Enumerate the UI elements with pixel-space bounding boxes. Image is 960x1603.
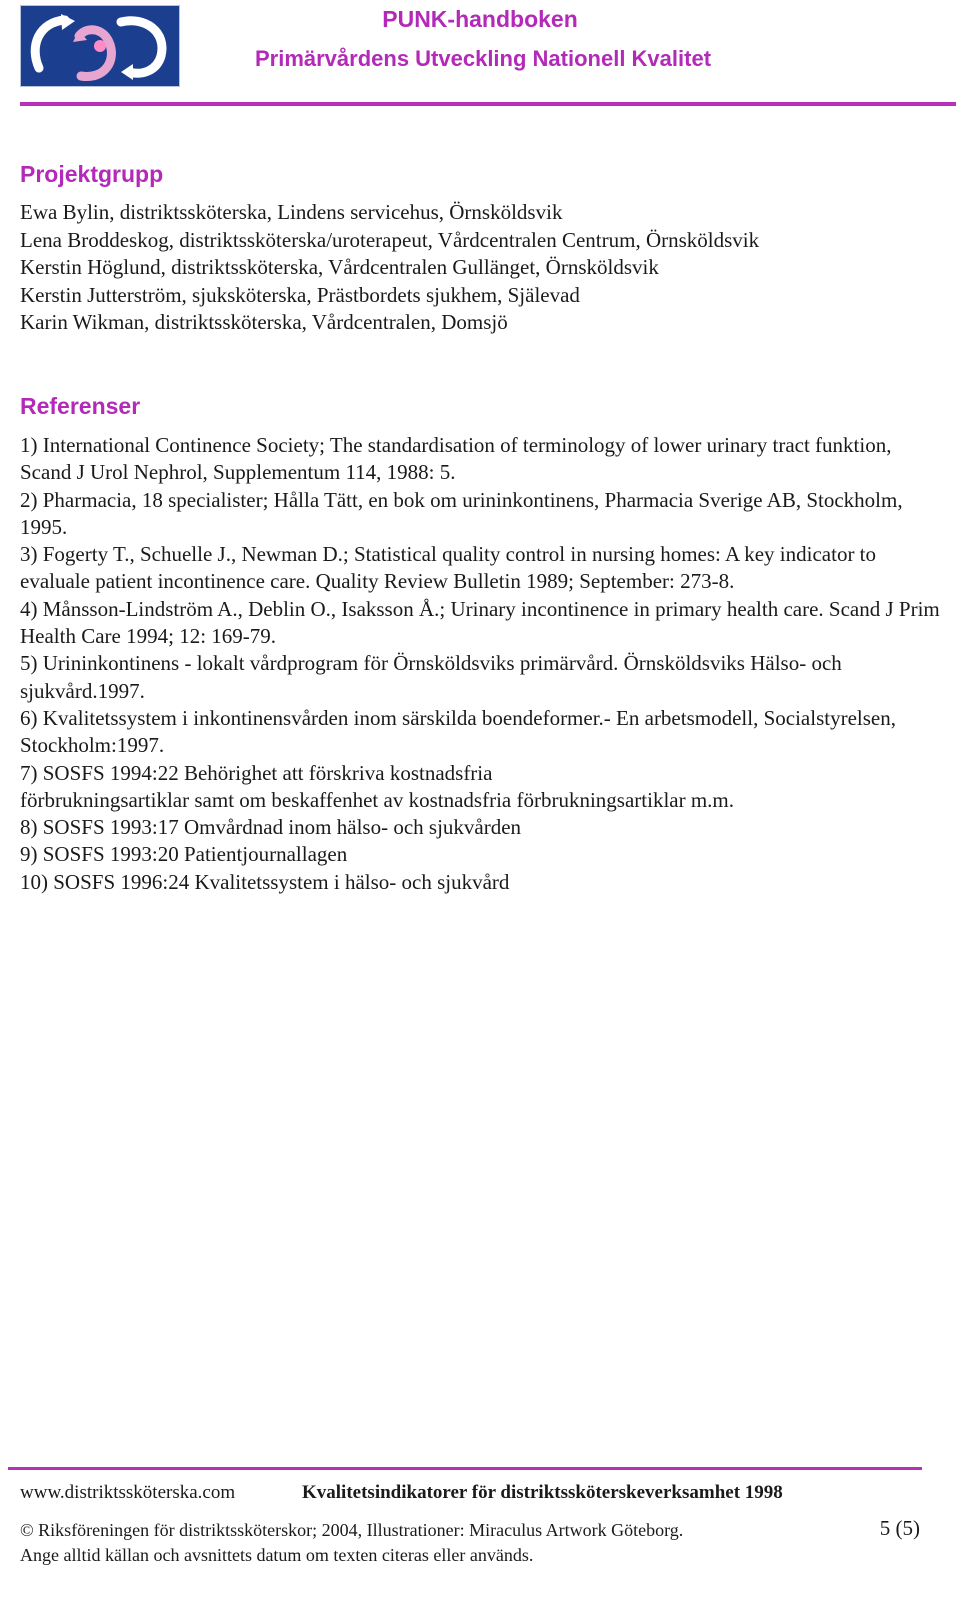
- project-member: Kerstin Höglund, distriktssköterska, Vårdcentralen Gullänget, Örnsköldsvik: [20, 255, 659, 279]
- footer-website-link[interactable]: www.distriktssköterska.com: [20, 1482, 236, 1503]
- footer-divider: [8, 1467, 922, 1470]
- reference-item: 2) Pharmacia, 18 specialister; Hålla Tätt, en bok om urininkontinens, Pharmacia Sverige AB, Stockholm, 1995.: [20, 487, 903, 539]
- page-number: 5 (5): [879, 1516, 920, 1540]
- reference-item: 9) SOSFS 1993:20 Patientjournallagen: [20, 842, 348, 867]
- project-member: Lena Broddeskog, distriktssköterska/uroterapeut, Vårdcentralen Centrum, Örnsköldsvik: [20, 227, 760, 252]
- punk-logo-icon: [20, 5, 180, 87]
- reference-item: 6) Kvalitetssystem i inkontinensvården inom särskilda boendeformer.- En arbetsmodell, Socialstyrelsen, Stockholm:1997.: [20, 705, 896, 758]
- reference-item: 4) Månsson-Lindström A., Deblin O., Isaksson Å.; Urinary incontinence in primary health care. Scand J Prim Health Care 1994; 12: 169-79.: [20, 596, 940, 649]
- reference-item: 10) SOSFS 1996:24 Kvalitetssystem i hälso- och sjukvård: [20, 869, 510, 894]
- project-member: Kerstin Jutterström, sjuksköterska, Prästbordets sjukhem, Själevad: [20, 282, 580, 307]
- reference-item: 7) SOSFS 1994:22 Behörighet att förskriva kostnadsfria: [20, 760, 493, 785]
- referenser-heading: Referenser: [20, 393, 141, 419]
- reference-item: 5) Urininkontinens - lokalt vårdprogram för Örnsköldsviks primärvård. Örnsköldsviks Hälso- och sjukvård.1997.: [20, 651, 842, 703]
- reference-item: 3) Fogerty T., Schuelle J., Newman D.; Statistical quality control in nursing homes: A key indicator to evaluale patient incontinence care. Quality Review Bulletin 1989; September: 273-8.: [20, 542, 877, 594]
- project-members-list: [20, 199, 940, 337]
- reference-item: förbrukningsartiklar samt om beskaffenhet av kostnadsfria förbrukningsartiklar m.m.: [20, 787, 735, 812]
- citation-notice: Ange alltid källan och avsnittets datum om texten citeras eller används.: [20, 1545, 534, 1565]
- document-title: PUNK-handboken: [382, 6, 578, 32]
- reference-item: 8) SOSFS 1993:17 Omvårdnad inom hälso- och sjukvården: [20, 815, 522, 840]
- footer-copyright: [20, 1518, 840, 1568]
- header-divider: [20, 102, 956, 106]
- document-subtitle: Primärvårdens Utveckling Nationell Kvalitet: [254, 46, 712, 71]
- project-member: Ewa Bylin, distriktssköterska, Lindens servicehus, Örnsköldsvik: [20, 200, 563, 224]
- page-header: [0, 0, 960, 110]
- reference-item: 1) International Continence Society; The standardisation of terminology of lower urinary tract funktion, Scand J Urol Nephrol, Supplementum 114, 1988: 5.: [20, 433, 892, 485]
- project-member: Karin Wikman, distriktssköterska, Vårdcentralen, Domsjö: [20, 310, 508, 334]
- projektgrupp-heading: Projektgrupp: [20, 161, 164, 187]
- references-list: [20, 432, 940, 896]
- copyright-line: © Riksföreningen för distriktssköterskor; 2004, Illustrationer: Miraculus Artwork Göteborg.: [20, 1520, 684, 1540]
- footer-document-title: Kvalitetsindikatorer för distriktssköterskeverksamhet 1998: [302, 1482, 783, 1503]
